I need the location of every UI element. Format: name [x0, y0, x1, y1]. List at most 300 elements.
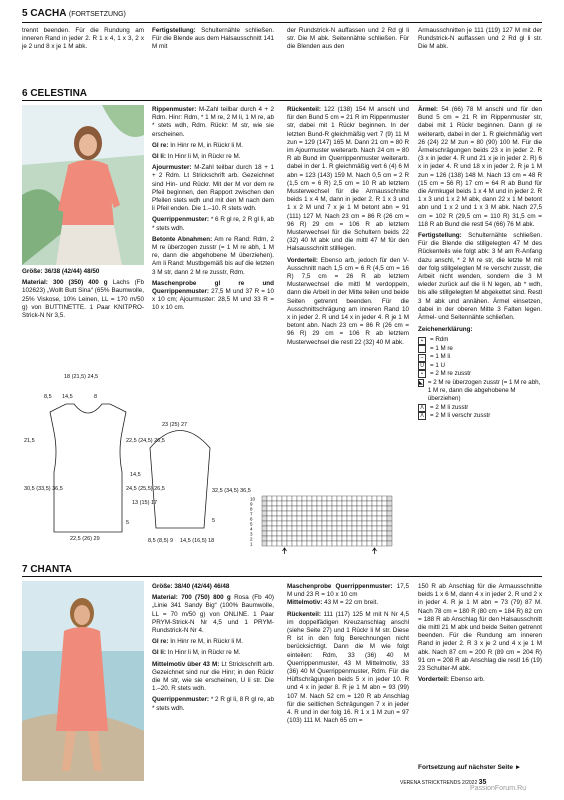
chart-cell	[287, 516, 292, 521]
chart-row-label: 7	[250, 511, 253, 517]
chart-cell	[297, 516, 302, 521]
chart-cell	[317, 511, 322, 516]
chart-cell	[337, 501, 342, 506]
chart-cell	[377, 496, 382, 501]
svg-text:14,5: 14,5	[130, 472, 141, 478]
chart-cell	[267, 531, 272, 536]
svg-text:18 (21,5) 24,5: 18 (21,5) 24,5	[64, 374, 99, 380]
chart-cell	[387, 526, 392, 531]
chart-cell	[337, 511, 342, 516]
chart-cell	[332, 531, 337, 536]
chart-cell	[292, 511, 297, 516]
chart-cell	[382, 506, 387, 511]
chart-cell	[282, 496, 287, 501]
chart-cell	[377, 536, 382, 541]
section-5-title: 5 CACHA	[22, 8, 67, 19]
chart-cell	[347, 511, 352, 516]
chart-cell	[332, 541, 337, 546]
chart-cell	[262, 536, 267, 541]
chart-cell	[367, 526, 372, 531]
chart-cell	[327, 511, 332, 516]
chart-cell	[327, 541, 332, 546]
chart-cell	[277, 506, 282, 511]
chart-cell	[377, 541, 382, 546]
chart-cell	[267, 511, 272, 516]
s6-col1: Größe: 36/38 (42/44) 48/50 Material: 300 (350) 400 g Lachs (Fb 102623) „Wollt Butt Sina“ (65% Baumwolle, 25% Viskose, 10% Leinen, LL = 170 m/50 g) von BUTTINETTE. 1 Paar KNITPRO-Strick-N Nr 3,5.	[22, 268, 145, 320]
chart-cell	[307, 496, 312, 501]
chart-cell	[307, 541, 312, 546]
chart-cell	[327, 501, 332, 506]
chart-cell	[302, 531, 307, 536]
chart-cell	[307, 526, 312, 531]
chart-cell	[312, 511, 317, 516]
chart-cell	[272, 501, 277, 506]
chart-cell	[382, 511, 387, 516]
chart-cell	[317, 536, 322, 541]
svg-text:24,5 (25,5) 26,5: 24,5 (25,5) 26,5	[126, 486, 165, 492]
chart-cell	[367, 531, 372, 536]
svg-text:21,5: 21,5	[24, 438, 35, 444]
chart-cell	[357, 536, 362, 541]
s5-col4: Armausschnitten je 111 (119) 127 M mit der Rundstrick-N auffassen und 2 Rd gl li str. Die M abk.	[418, 27, 542, 51]
svg-text:23 (25) 27: 23 (25) 27	[162, 422, 188, 428]
knitting-chart	[250, 496, 410, 554]
svg-text:22,5 (26) 29: 22,5 (26) 29	[70, 536, 100, 542]
chart-cell	[272, 506, 277, 511]
chart-arrow	[373, 548, 377, 554]
chart-cell	[387, 521, 392, 526]
chart-cell	[367, 536, 372, 541]
chart-cell	[317, 506, 322, 511]
svg-text:8,5 (8,5) 9: 8,5 (8,5) 9	[148, 538, 174, 544]
chart-cell	[307, 501, 312, 506]
chart-cell	[327, 496, 332, 501]
chart-cell	[352, 501, 357, 506]
chart-cell	[347, 531, 352, 536]
chart-cell	[282, 536, 287, 541]
chart-cell	[327, 516, 332, 521]
chart-cell	[367, 541, 372, 546]
chart-cell	[387, 516, 392, 521]
chart-cell	[287, 521, 292, 526]
chart-cell	[312, 501, 317, 506]
chart-cell	[312, 526, 317, 531]
s6-col4: Ärmel: 54 (66) 78 M anschl und für den Bund 5 cm = 21 R im Rippenmuster str, dabei mit 1 Rückr beginnen. Dann gl re weiterarb, dabei in der 1. R gleichmäßig vert 26 (24) 22 M zun = 80 (90) 100 M. Für die Ärmelschrägungen beids 23 x in jeder 2. R (3 x in jeder 4. R und 21 x je in jeder 2. R) 6 x in jeder 4. R und 18 x in jeder 2. R je 1 M zun = 126 (138) 148 M. Nach 13 cm = 48 R (15 cm = 56 R) 17 cm = 64 R ab Bund für die Armkugel beids 1 x 4 M und in jeder 2. R 1 x 3 und 1 x 2 M abk, dann 22 x 1 M betont abn und 1 x 2 und 1 x 3 M abk. Nach 27,5 cm = 102 R (29,5 cm = 110 R) 31,5 cm = 118 R ab Bund die restl 54 (66) 76 M abk. Fertigstellung: Schulternähte schließen. Für die Blende die stillgelegten 47 M des Rückenteils wie folgt abk: 3 M am R-Anfang dazu anschl, * 2 M re str, die letzte M mit der folg stillgelegten M re verschr zusstr, die Arbeit nicht wenden, sondern die 3 M wieder zurück auf die li N legen, ab * wdh, bis alle stillgelegten M abgekettet sind. Restl 3 M abk und annähen. Ärmel einsetzen, dabei in der oberen Mitte 3 Falten legen. Ärmel- und Seitennähte schließen. Zeichenerklärung: + = Rdm = 1 M re – = 1 M li U = 1 U • = 2 M re zusstr ◣ = 2 M re überzogen zusstr (= 1 M re abh, 1 M re, dann die abgehobene M überziehen) Λ = 2 M li zusstr Λ = 2 M li verschr zusstr	[418, 106, 543, 420]
chart-cell	[302, 541, 307, 546]
chart-cell	[342, 521, 347, 526]
chart-cell	[372, 541, 377, 546]
chart-cell	[272, 531, 277, 536]
chart-cell	[282, 541, 287, 546]
chart-cell	[372, 526, 377, 531]
chart-cell	[322, 506, 327, 511]
chart-cell	[347, 526, 352, 531]
chart-cell	[342, 496, 347, 501]
chart-cell	[287, 541, 292, 546]
chart-cell	[372, 501, 377, 506]
s7-col3: Maschenprobe Querrippenmuster: 17,5 M und 23 R = 10 x 10 cm Mittelmotiv: 43 M = 22 cm breit. Rückenteil: 111 (117) 125 M mit N Nr 4,5 im doppelfädigen Kreuzanschlag anschl (siehe Seite 27) und 1 Rückr li M str. Diese R ist in den folg Berechnungen nicht berücksichtigt. Dann die M wie folgt einteilen: Rdm, 33 (36) 40 M Querrippenmuster, 43 M Mittelmotiv, 33 (36) 40 M Querrippenmuster, Rdm. Für die Hüftschrägungen beids 5 x in jeder 10. R und 4 x in jeder 8. R je 1 M abn = 93 (99) 107 M. Nach 52 cm = 120 R ab Anschlag für die seitlichen Schrägungen 7 x in jeder 4. R und in der folg 16. R 1 x 1 M zun = 97 (103) 111 M. Nach 65 cm =	[287, 583, 410, 725]
svg-text:30,5 (33,5) 36,5: 30,5 (33,5) 36,5	[24, 486, 63, 492]
chart-cell	[317, 521, 322, 526]
chart-cell	[382, 501, 387, 506]
chart-cell	[302, 536, 307, 541]
chart-cell	[342, 516, 347, 521]
chart-cell	[262, 511, 267, 516]
chart-cell	[362, 526, 367, 531]
chart-cell	[307, 531, 312, 536]
chart-cell	[282, 521, 287, 526]
chart-row-label: 2	[250, 536, 253, 542]
chart-cell	[312, 496, 317, 501]
chart-cell	[297, 521, 302, 526]
chart-cell	[322, 516, 327, 521]
chart-cell	[362, 516, 367, 521]
chart-cell	[262, 541, 267, 546]
s5-col3: der Rundstrick-N auffassen und 2 Rd gl li str. Die M abk. Seitennähte schließen. Für die Blenden aus den	[287, 27, 409, 51]
chart-cell	[272, 496, 277, 501]
chart-cell	[372, 516, 377, 521]
sleeve-schematic	[120, 418, 250, 548]
chart-cell	[352, 531, 357, 536]
chart-cell	[322, 501, 327, 506]
chart-cell	[382, 541, 387, 546]
chart-cell	[342, 511, 347, 516]
chart-cell	[322, 526, 327, 531]
chart-row-label: 4	[250, 526, 253, 532]
chart-cell	[277, 501, 282, 506]
chart-cell	[357, 506, 362, 511]
chart-cell	[327, 531, 332, 536]
chart-cell	[332, 521, 337, 526]
chart-cell	[317, 501, 322, 506]
chart-cell	[287, 531, 292, 536]
chart-cell	[322, 496, 327, 501]
chart-cell	[362, 541, 367, 546]
chart-cell	[352, 516, 357, 521]
chart-cell	[322, 536, 327, 541]
chart-cell	[337, 496, 342, 501]
chart-cell	[307, 521, 312, 526]
chart-cell	[297, 541, 302, 546]
chart-cell	[287, 526, 292, 531]
chart-cell	[352, 536, 357, 541]
chart-cell	[382, 496, 387, 501]
chart-cell	[352, 511, 357, 516]
chart-cell	[282, 506, 287, 511]
section-7-rule	[22, 576, 542, 577]
chart-cell	[317, 531, 322, 536]
chart-cell	[267, 526, 272, 531]
chart-cell	[357, 526, 362, 531]
s6-col2: Rippenmuster: M-Zahl teilbar durch 4 + 2 Rdm. Hinr: Rdm, * 1 M re, 2 M li, 1 M re, ab * stets wdh, Rdm. Rückr: M str, wie sie erscheinen. Gl re: In Hinr re M, in Rückr li M. Gl li: In Hinr li M, in Rückr re M. Ajourmuster: M-Zahl teilbar durch 18 + 1 + 2 Rdm. Lt Strickschrift arb. Gezeichnet sind Hin- und Rückr. Mit der M vor dem re Pfeil beginnen, den Rapport zwischen den Pfeilen stets wdh und mit den M nach dem li Pfeil enden. Die 1.–10. R stets wdh. Querrippenmuster: * 6 R gl re, 2 R gl li, ab * stets wdh. Betonte Abnahmen: Am re Rand: Rdm, 2 M re überzogen zusstr (= 1 M re abh, 1 M re, dann die abgehobene M überziehen). Am li Rand: Mustbgemäß bis auf die letzten 3 M str, dann 2 M re zusstr, Rdm. Maschenprobe gl re und Querrippenmuster: 27,5 M und 37 R = 10 x 10 cm; Ajourmuster: 28,5 M und 33 R = 10 x 10 cm.	[152, 106, 275, 312]
chart-cell	[342, 541, 347, 546]
s5-col1: trennt beenden. Für die Rundung am inneren Rand in jeder 2. R 1 x 4, 1 x 3, 2 x je 2 und 8 x je 1 M abk.	[22, 27, 144, 51]
chart-cell	[317, 526, 322, 531]
chart-cell	[377, 531, 382, 536]
chart-cell	[342, 526, 347, 531]
chart-cell	[372, 536, 377, 541]
chart-cell	[347, 541, 352, 546]
chart-cell	[312, 541, 317, 546]
chart-cell	[367, 501, 372, 506]
chart-cell	[382, 526, 387, 531]
chart-cell	[327, 536, 332, 541]
chart-cell	[312, 516, 317, 521]
chart-cell	[307, 511, 312, 516]
chart-cell	[377, 521, 382, 526]
chart-cell	[267, 506, 272, 511]
chart-cell	[282, 526, 287, 531]
chart-cell	[367, 496, 372, 501]
chart-cell	[347, 506, 352, 511]
chart-cell	[267, 541, 272, 546]
chart-cell	[357, 541, 362, 546]
svg-text:14,5: 14,5	[62, 394, 73, 400]
chart-cell	[297, 501, 302, 506]
chart-cell	[317, 516, 322, 521]
chart-cell	[357, 516, 362, 521]
chart-cell	[372, 506, 377, 511]
chart-cell	[297, 496, 302, 501]
chart-cell	[287, 496, 292, 501]
s7-col4: 150 R ab Anschlag für die Armausschnitte beids 1 x 6 M, dann 4 x in jeder 2. R und 2 x in jeder 4. R je 1 M abn = 73 (79) 87 M. Nach 78 cm = 180 R (80 cm = 184 R) 82 cm = 188 R ab Anschlag für den Halsausschnitt die mittl 21 M abk und beide Seiten getrennt beenden. Für die Rundung am inneren Rand in jeder 2. R 3 x je 2 und 4 x je 1 M abk. Nach 87 cm = 200 R (89 cm = 204 R) 91 cm = 208 R ab Anschlag die restl 16 (19) 23 Schulter-M abk. Vorderteil: Ebenso arb.	[418, 583, 542, 684]
chart-cell	[262, 516, 267, 521]
chart-cell	[297, 511, 302, 516]
legend-title: Zeichenerklärung:	[418, 326, 473, 334]
chart-cell	[297, 526, 302, 531]
chart-cell	[387, 531, 392, 536]
chart-row-label: 8	[250, 506, 253, 512]
chart-cell	[292, 526, 297, 531]
chart-cell	[372, 531, 377, 536]
chart-cell	[377, 506, 382, 511]
chart-cell	[282, 531, 287, 536]
chart-cell	[382, 521, 387, 526]
chart-cell	[292, 506, 297, 511]
chart-cell	[327, 521, 332, 526]
chart-cell	[322, 531, 327, 536]
chart-cell	[262, 496, 267, 501]
chart-cell	[307, 506, 312, 511]
chart-cell	[277, 531, 282, 536]
chart-cell	[362, 521, 367, 526]
chart-row-label: 9	[250, 501, 253, 507]
svg-text:13 (15) 17: 13 (15) 17	[132, 500, 158, 506]
chart-cell	[277, 496, 282, 501]
chart-cell	[387, 536, 392, 541]
chart-cell	[332, 496, 337, 501]
chart-cell	[357, 531, 362, 536]
chart-cell	[312, 506, 317, 511]
svg-text:5: 5	[212, 518, 216, 524]
chart-cell	[372, 521, 377, 526]
svg-text:14,5 (16,5) 18: 14,5 (16,5) 18	[180, 538, 215, 544]
chart-cell	[382, 516, 387, 521]
chart-cell	[362, 531, 367, 536]
chart-cell	[322, 511, 327, 516]
chart-cell	[377, 526, 382, 531]
chart-cell	[302, 501, 307, 506]
chart-cell	[327, 526, 332, 531]
chart-cell	[367, 521, 372, 526]
chart-cell	[262, 501, 267, 506]
chart-cell	[307, 516, 312, 521]
chart-cell	[292, 501, 297, 506]
chart-cell	[347, 521, 352, 526]
section-6-title: 6 CELESTINA	[22, 88, 88, 99]
chart-cell	[372, 511, 377, 516]
s6-col3: Rückenteil: 122 (138) 154 M anschl und für den Bund 5 cm = 21 R im Rippenmuster str, dabei mit 1 Rückr beginnen. In der letzten Bund-R gleichmäßig vert 7 (9) 11 M zun = 129 (147) 165 M. Dann 21 cm = 80 R im Ajourmuster weiterarb. Nach 24 cm = 80 R ab Bund im Querrippenmuster weiterarb. dabei in der 1. R gleichmäßig vert 6 (4) 6 M abn = 123 (143) 159 M. Nach 0,5 cm = 2 R (1,5 cm = 6 R) 2,5 cm = 10 R ab letztem Musterwechsel für die Armausschnitte beids 1 x 4 M, dann in jeder 2. R 1 x 3 und 1 x 2 M und 7 x je 1 M betont abn = 91 (111) 127 M. Nach 23 cm = 86 R (26 cm = 96 R) 29 cm = 106 R ab letztem Musterwechsel für die Schultern beids 22 (32) 40 M abk und die mittl 47 M für den Halsausschnitt stilllegen. Vorderteil: Ebenso arb, jedoch für den V-Ausschnitt nach 1,5 cm = 6 R (4,5 cm = 16 R) 7,5 cm = 26 R ab letztem Musterwechsel die mittl M verdoppeln, dann die Arbeit in der Mitte teilen und beide Seiten getrennt beenden. Für die Ausschnittschrägung am inneren Rand 10 x in jeder 2. R und 14 x in jeder 4. R je 1 M betont abn. Nach 23 cm = 86 R (26 cm = 96 R) 29 cm = 106 R ab letztem Musterwechsel die restl 22 (32) 40 M abk.	[287, 106, 409, 346]
chart-cell	[377, 516, 382, 521]
s5-col2: Fertigstellung: Schulternähte schließen. Für die Blende aus dem Halsausschnitt 141 M mit	[152, 27, 275, 51]
chart-cell	[387, 511, 392, 516]
chart-cell	[347, 501, 352, 506]
chart-cell	[297, 536, 302, 541]
chart-cell	[292, 516, 297, 521]
svg-text:5: 5	[126, 520, 130, 526]
chart-cell	[302, 496, 307, 501]
s7-size: Größe: 38/40 (42/44) 46/48	[152, 583, 230, 590]
chart-cell	[362, 496, 367, 501]
chart-cell	[272, 536, 277, 541]
chart-cell	[332, 511, 337, 516]
chart-cell	[277, 521, 282, 526]
chart-cell	[272, 511, 277, 516]
chart-cell	[367, 516, 372, 521]
chart-cell	[352, 496, 357, 501]
chanta-photo	[22, 581, 144, 781]
chart-cell	[347, 536, 352, 541]
s7-col2: Größe: 38/40 (42/44) 46/48 Material: 700 (750) 800 g Rosa (Fb 40) „Linie 341 Sandy Big“ (100% Baumwolle, LL = 70 m/50 g) von ONLINE. 1 Paar PRYM-Strick-N Nr 4,5 und 1 PRYM-Rundstrick-N Nr 4. Gl re: In Hinr re M, in Rückr li M. Gl li: In Hinr li M, in Rückr re M. Mittelmotiv über 43 M: Lt Strickschrift arb. Gezeichnet sind nur die Hinr; in den Rückr die M str, wie sie erscheinen, U li str. Die 1.–20. R stets wdh. Querrippenmuster: * 2 R gl li, 8 R gl re, ab * stets wdh.	[152, 583, 275, 712]
chart-cell	[332, 536, 337, 541]
chart-cell	[342, 536, 347, 541]
chart-cell	[387, 541, 392, 546]
chart-cell	[272, 541, 277, 546]
chart-cell	[302, 506, 307, 511]
chart-cell	[287, 506, 292, 511]
chart-cell	[317, 496, 322, 501]
chart-cell	[342, 501, 347, 506]
chart-cell	[292, 531, 297, 536]
chart-cell	[272, 521, 277, 526]
chart-cell	[322, 521, 327, 526]
legend: + = Rdm = 1 M re – = 1 M li U = 1 U • = 2 M re zusstr ◣ = 2 M re überzogen zusstr (= 1 M re abh, 1 M re, dann die abgehobene M überziehen) Λ = 2 M li zusstr Λ = 2 M li verschr zusstr	[419, 336, 541, 420]
chart-cell	[332, 506, 337, 511]
chart-cell	[272, 526, 277, 531]
chart-cell	[357, 501, 362, 506]
chart-row-label: 1	[250, 541, 253, 547]
svg-text:8,5: 8,5	[44, 394, 52, 400]
chart-cell	[287, 511, 292, 516]
chart-cell	[377, 501, 382, 506]
chart-cell	[377, 511, 382, 516]
chart-cell	[362, 536, 367, 541]
chart-cell	[332, 516, 337, 521]
chart-cell	[362, 501, 367, 506]
chart-cell	[312, 536, 317, 541]
chart-cell	[277, 511, 282, 516]
chart-cell	[267, 496, 272, 501]
chart-cell	[357, 496, 362, 501]
chart-arrow	[283, 548, 287, 554]
chart-cell	[292, 536, 297, 541]
chart-cell	[332, 501, 337, 506]
chart-cell	[337, 541, 342, 546]
section-5-rule	[22, 22, 542, 23]
celestina-photo	[22, 105, 144, 265]
chart-row-label: 5	[250, 521, 253, 527]
chart-cell	[387, 506, 392, 511]
section-6-rule	[22, 100, 542, 101]
chart-cell	[282, 501, 287, 506]
chart-cell	[322, 541, 327, 546]
chart-cell	[282, 511, 287, 516]
chart-row-label: 10	[250, 496, 256, 502]
chart-cell	[302, 516, 307, 521]
chart-cell	[312, 521, 317, 526]
chart-cell	[267, 501, 272, 506]
chart-cell	[342, 531, 347, 536]
chart-cell	[277, 541, 282, 546]
section-7-title: 7 CHANTA	[22, 564, 72, 575]
chart-cell	[347, 496, 352, 501]
chart-cell	[262, 506, 267, 511]
chart-cell	[337, 506, 342, 511]
chart-cell	[307, 536, 312, 541]
chart-cell	[297, 531, 302, 536]
watermark: PassionForum.Ru	[470, 785, 527, 792]
chart-cell	[292, 521, 297, 526]
chart-cell	[297, 506, 302, 511]
chart-cell	[367, 506, 372, 511]
chart-cell	[357, 511, 362, 516]
chart-cell	[337, 526, 342, 531]
chart-row-label: 3	[250, 531, 253, 537]
continued-note: Fortsetzung auf nächster Seite ►	[418, 764, 522, 771]
chart-cell	[287, 501, 292, 506]
chart-cell	[317, 541, 322, 546]
chart-row-label: 6	[250, 516, 253, 522]
chart-cell	[387, 496, 392, 501]
chart-cell	[382, 536, 387, 541]
chart-cell	[357, 521, 362, 526]
chart-cell	[292, 541, 297, 546]
chart-cell	[337, 516, 342, 521]
s6-size: Größe: 36/38 (42/44) 48/50	[22, 268, 100, 275]
chart-cell	[277, 526, 282, 531]
chart-cell	[342, 506, 347, 511]
chart-cell	[272, 516, 277, 521]
chart-cell	[267, 536, 272, 541]
chart-cell	[262, 526, 267, 531]
chart-cell	[337, 521, 342, 526]
chart-cell	[292, 496, 297, 501]
chart-cell	[277, 516, 282, 521]
chart-cell	[337, 531, 342, 536]
chart-cell	[267, 516, 272, 521]
chart-cell	[332, 526, 337, 531]
section-5-subtitle: (FORTSETZUNG)	[68, 11, 126, 18]
chart-cell	[367, 511, 372, 516]
chart-cell	[302, 526, 307, 531]
chart-cell	[327, 506, 332, 511]
chart-cell	[352, 526, 357, 531]
svg-text:32,5 (34,5) 36,5: 32,5 (34,5) 36,5	[212, 488, 251, 494]
chart-cell	[282, 516, 287, 521]
chart-cell	[352, 541, 357, 546]
chart-cell	[362, 511, 367, 516]
chart-cell	[387, 501, 392, 506]
